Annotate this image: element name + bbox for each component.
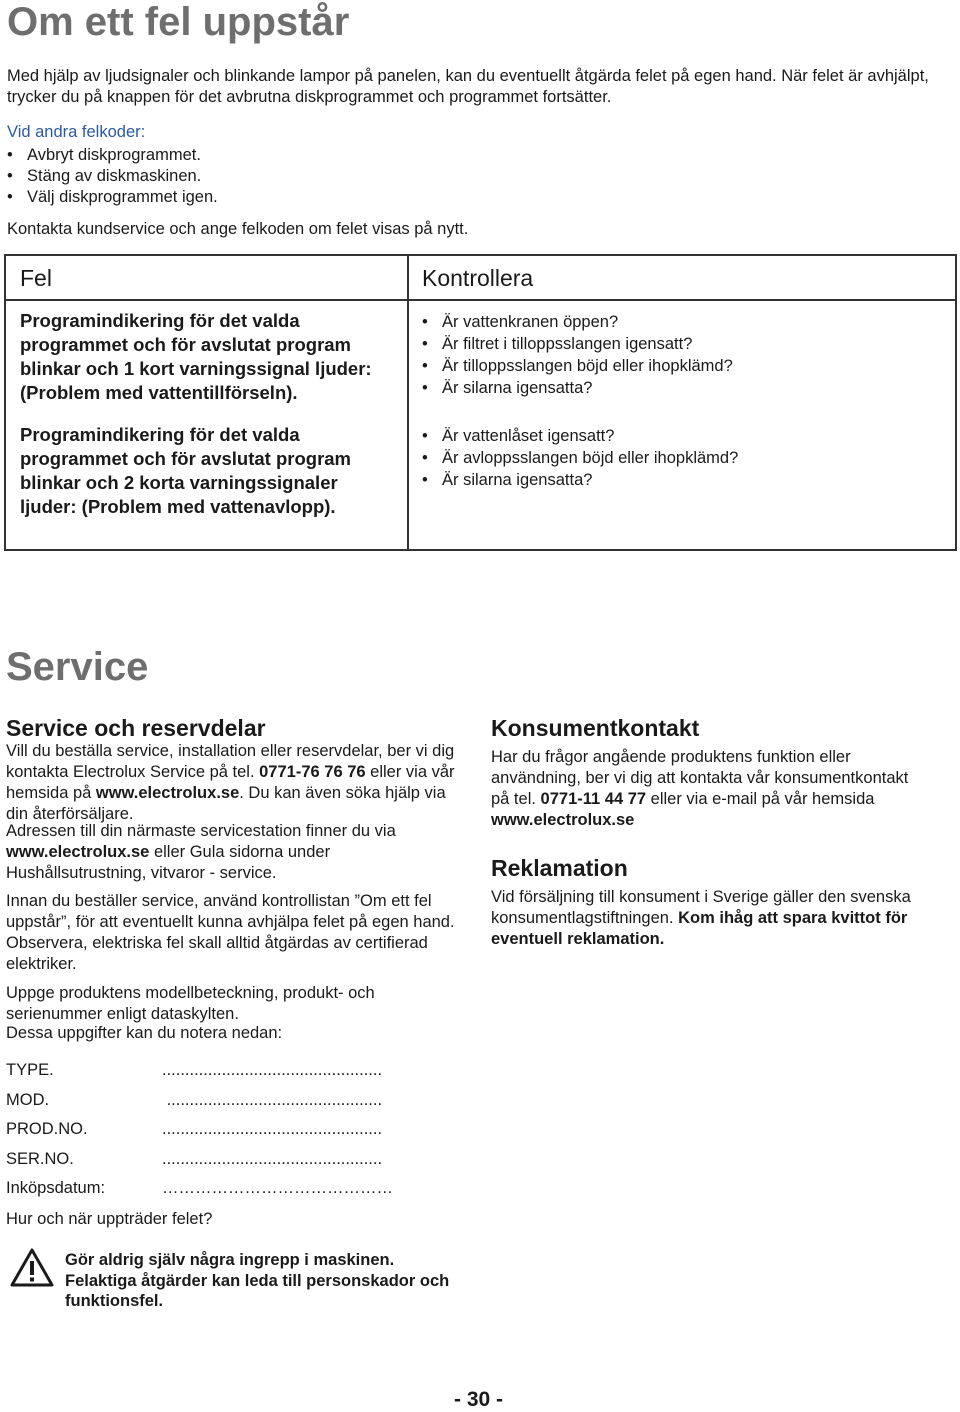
- list-item: • Stäng av diskmaskinen.: [7, 166, 218, 187]
- service-phone: 0771-76 76 76: [259, 763, 366, 781]
- fault-row-2-text: Programindikering för det valda programmet och för avslutat program blinkar och 2 korta varningssignaler ljuder: (Problem med vattenavlopp).: [20, 424, 352, 517]
- question-text: Hur och när uppträder felet?: [6, 1210, 213, 1228]
- field-serno: SER.NO. ................................................: [6, 1149, 383, 1168]
- website-link[interactable]: www.electrolux.se: [491, 811, 635, 829]
- page-title: Om ett fel uppstår: [7, 0, 350, 44]
- warning-icon: [10, 1248, 54, 1288]
- konsument-paragraph: Har du frågor angående produktens funktion eller användning, ber vi dig att kontakta vår konsumentkontakt på tel. 0771-11 44 77 eller via e-mail på vår hemsida www.electrolux.se: [491, 748, 909, 829]
- fault-table: [4, 254, 957, 551]
- list-item: • Är silarna igensatta?: [422, 469, 942, 491]
- list-item: • Är filtret i tilloppsslangen igensatt?: [422, 333, 942, 355]
- steps-list: [7, 145, 218, 208]
- reklamation-heading: Reklamation: [491, 855, 628, 881]
- product-info-fields: [6, 1056, 393, 1204]
- website-link[interactable]: www.electrolux.se: [95, 784, 240, 802]
- intro-paragraph: Med hjälp av ljudsignaler och blinkande lampor på panelen, kan du eventuellt åtgärda felet på egen hand. När felet är avhjälpt, trycker du på knappen för det avbrutna diskprogrammet och programmet fortsätter.: [7, 67, 929, 106]
- consumer-phone: 0771-11 44 77: [540, 790, 647, 808]
- reservdelar-paragraph-1: Vill du beställa service, installation eller reservdelar, ber vi dig kontakta Electrolux Service på tel. 0771-76 76 76 eller via vår hemsida på www.electrolux.se. Du kan även söka hjälp via din återförsäljare.: [6, 742, 455, 823]
- page-number: - 30 -: [454, 1388, 504, 1411]
- table-header-divider: [6, 299, 955, 301]
- reklamation-paragraph: Vid försäljning till konsument i Sverige gäller den svenska konsumentlagstiftningen. Kom ihåg att spara kvittot för eventuell reklamation.: [491, 888, 911, 948]
- column-header-fault: Fel: [20, 265, 52, 291]
- service-title: Service: [6, 645, 149, 689]
- field-purchase-date: Inköpsdatum: ……………………………………: [6, 1179, 393, 1197]
- field-mod: MOD. ...............................................: [6, 1090, 383, 1109]
- other-codes-heading: Vid andra felkoder:: [7, 123, 146, 141]
- website-link[interactable]: www.electrolux.se: [6, 843, 150, 861]
- list-item: • Är silarna igensatta?: [422, 377, 942, 399]
- column-header-check: Kontrollera: [422, 265, 534, 291]
- check-list-1: [422, 311, 942, 399]
- check-list-2: [422, 425, 942, 491]
- warning-text: Gör aldrig själv några ingrepp i maskinen. Felaktiga åtgärder kan leda till personskador och funktionsfel.: [65, 1251, 450, 1310]
- list-item: • Avbryt diskprogrammet.: [7, 145, 218, 166]
- reservdelar-paragraph-5: Dessa uppgifter kan du notera nedan:: [6, 1024, 283, 1042]
- list-item: • Är avloppsslangen böjd eller ihopklämd?: [422, 447, 942, 469]
- list-item: • Är tilloppsslangen böjd eller ihopklämd?: [422, 355, 942, 377]
- field-prodno: PROD.NO. ................................................: [6, 1120, 383, 1138]
- konsument-heading: Konsumentkontakt: [491, 715, 700, 741]
- field-type: TYPE. ................................................: [6, 1061, 383, 1079]
- list-item: • Är vattenlåset igensatt?: [422, 425, 942, 447]
- reservdelar-paragraph-2: Adressen till din närmaste servicestation finner du via www.electrolux.se eller Gula sidorna under Hushållsutrustning, vitvaror - service.: [6, 822, 396, 882]
- reservdelar-heading: Service och reservdelar: [6, 715, 266, 741]
- reservdelar-paragraph-4: Uppge produktens modellbeteckning, produkt- och serienummer enligt dataskylten.: [6, 984, 375, 1023]
- list-item: • Är vattenkranen öppen?: [422, 311, 942, 333]
- reservdelar-paragraph-3: Innan du beställer service, använd kontrollistan ”Om ett fel uppstår”, för att eventuellt kunna avhjälpa felet på egen hand. Observera, elektriska fel skall alltid åtgärdas av certifierad elektriker.: [6, 892, 455, 973]
- list-item: • Välj diskprogrammet igen.: [7, 187, 218, 208]
- fault-row-1-text: Programindikering för det valda programmet och för avslutat program blinkar och 1 kort varningssignal ljuder: (Problem med vattentillförseln).: [20, 310, 372, 403]
- contact-note: Kontakta kundservice och ange felkoden om felet visas på nytt.: [7, 220, 469, 238]
